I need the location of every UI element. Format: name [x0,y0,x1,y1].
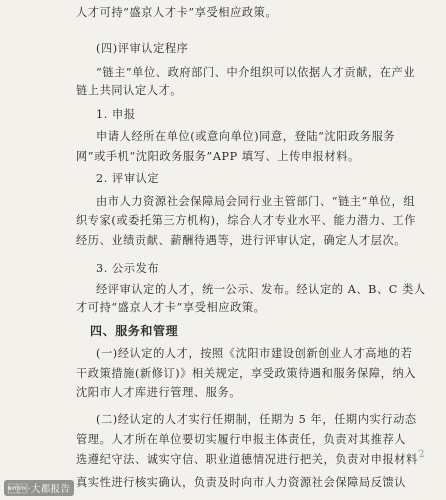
text-line: 才可持“盛京人才卡”享受相应政策。 [76,301,266,314]
text-line: (二)经认定的人才实行任期制，任期为 5 年，任期内实行动态 [96,413,417,426]
step-heading: 2. 评审认定 [96,172,160,185]
text-line: 网”或手机“沈阳政务服务”APP 填写、上传申报材料。 [76,150,360,163]
text-line: 干政策措施(新修订)》相关规定，享受政策待遇和服务保障，纳入 [76,367,416,380]
section-heading: (四)评审认定程序 [96,42,189,55]
text-line: 由市人力资源社会保障局会同行业主管部门、“链主”单位，组 [96,195,416,208]
text-line: 链上共同认定人才。 [76,84,183,97]
text-line: “链主”单位、政府部门、中介组织可以依据人才贡献，在产业 [96,66,416,79]
text-line: 真实性进行核实确认，负责及时向市人力资源社会保障局反馈认 [76,476,407,489]
margin-pencil-mark: 2 [417,448,426,461]
text-line: 经历、业绩贡献、薪酬待遇等，进行评审认定，确定人才层次。 [76,234,407,247]
text-line: 人才可持“盛京人才卡”享受相应政策。 [76,6,278,19]
step-heading: 3. 公示发布 [96,262,160,275]
chapter-heading: 四、服务和管理 [90,324,179,338]
text-line: 沈阳市人才库进行管理、服务。 [76,386,242,399]
step-heading: 1. 申报 [96,108,136,121]
text-line: 经评审认定的人才，统一公示、发布。经认定的 A、B、C 类人 [96,283,426,296]
text-line: 申请人经所在单位(或意向单位)同意，登陆“沈阳政务服务 [96,130,396,143]
text-line: 织专家(或委托第三方机构)，综合人才专业水平、能力潜力、工作 [76,214,416,227]
text-line: 管理。人才所在单位要切实履行申报主体责任，负责对其推荐人 [76,433,407,446]
text-line: 选遵纪守法、诚实守信、职业道德情况进行把关，负责对申报材料 [76,453,418,466]
source-watermark: ·大都报告 [4,480,74,496]
text-line: (一)经认定的人才，按照《沈阳市建设创新创业人才高地的若 [96,347,413,360]
